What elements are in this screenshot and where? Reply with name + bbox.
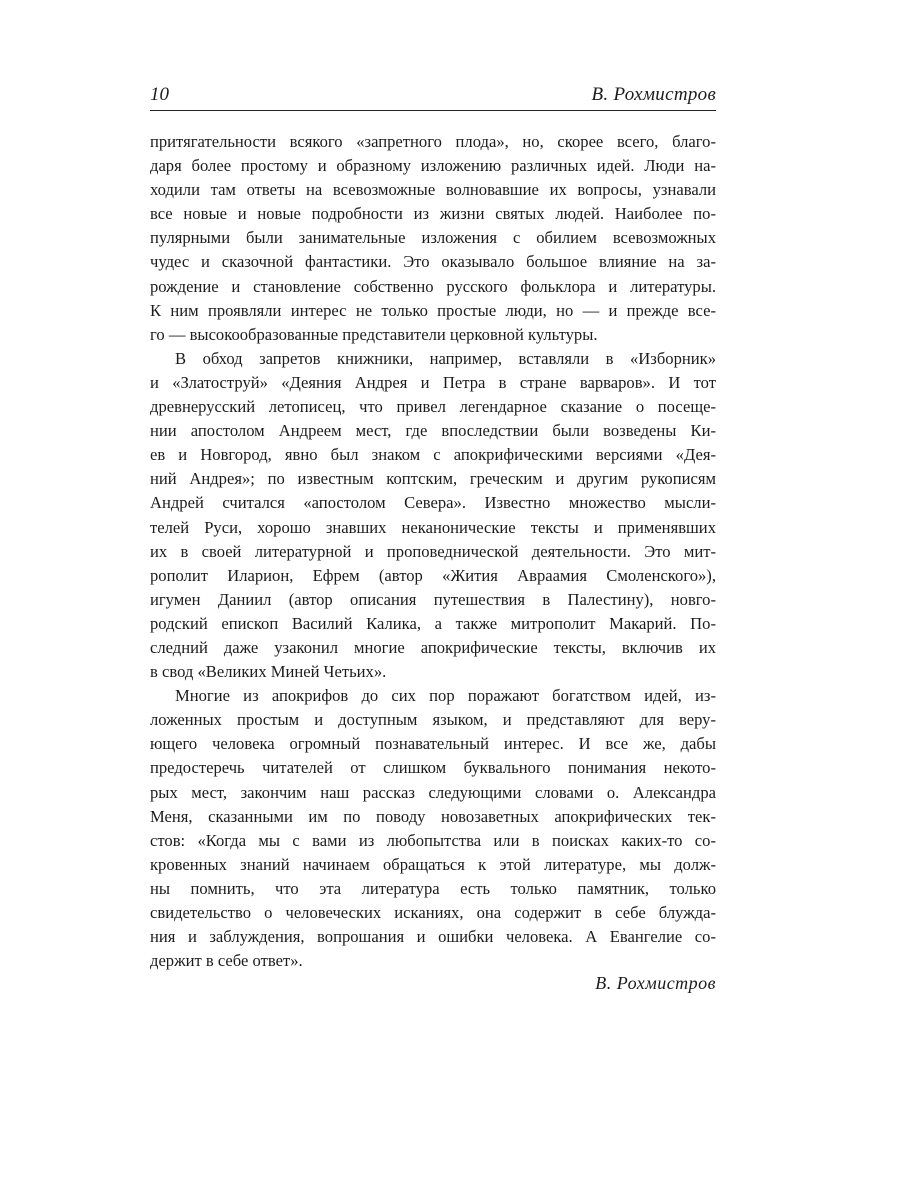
running-header	[150, 82, 716, 111]
text-line: ложенных простым и доступным языком, и представляют для веру-	[150, 710, 716, 730]
text-line: следний даже узаконил многие апокрифические тексты, включив их	[150, 637, 716, 657]
body-text	[150, 130, 716, 973]
text-line: свидетельство о человеческих исканиях, она содержит в себе блужда-	[150, 903, 716, 922]
text-line: Андрей считался «апостолом Севера». Известно множество мысли-	[150, 493, 716, 513]
text-line: ний Андрея»; по известным коптским, греческим и другим рукописям	[150, 469, 716, 489]
text-line: ющего человека огромный познавательный интерес. И все же, дабы	[150, 734, 716, 754]
paragraph	[150, 347, 716, 684]
text-line: и «Златоструй» «Деяния Андрея и Петра в стране варваров». И тот	[150, 372, 716, 392]
text-line: стов: «Когда мы с вами из любопытства или в поисках каких-то со-	[150, 830, 716, 850]
text-line: телей Руси, хорошо знавших неканонические тексты и применявших	[150, 517, 716, 537]
paragraph	[150, 130, 716, 347]
text-line: рождение и становление собственно русского фольклора и литературы.	[150, 276, 716, 296]
page-number: 10	[150, 84, 169, 105]
text-line: чудес и сказочной фантастики. Это оказывало большое влияние на за-	[150, 252, 716, 272]
text-line: ходили там ответы на всевозможные волновавшие их вопросы, узнавали	[150, 180, 716, 200]
text-line: держит в себе ответ».	[150, 951, 303, 971]
text-line: притягательности всякого «запретного плода», но, скорее всего, благо-	[150, 132, 716, 151]
text-line: родский епископ Василий Калика, а также митрополит Макарий. По-	[150, 613, 716, 633]
text-line: все новые и новые подробности из жизни святых людей. Наиболее по-	[150, 204, 716, 224]
text-line: ны помнить, что эта литература есть только памятник, только	[150, 878, 716, 898]
text-line: предостеречь читателей от слишком буквального понимания некото-	[150, 758, 716, 778]
text-line: даря более простому и образному изложению различных идей. Люди на-	[150, 156, 716, 176]
text-line: нии апостолом Андреем мест, где впоследствии были возведены Ки-	[150, 421, 716, 441]
text-line: кровенных знаний начинаем обращаться к этой литературе, мы долж-	[150, 854, 716, 874]
running-head-author: В. Рохмистров	[591, 84, 716, 105]
text-line: в свод «Великих Миней Четьих».	[150, 662, 387, 682]
text-line: рых мест, закончим наш рассказ следующими словами о. Александра	[150, 782, 716, 802]
text-line: В обход запретов книжники, например, вставляли в «Изборник»	[175, 348, 716, 368]
author-signature: В. Рохмистров	[595, 973, 716, 993]
text-line: ев и Новгород, явно был знаком с апокрифическими версиями «Дея-	[150, 445, 716, 465]
text-line: ния и заблуждения, вопрошания и ошибки человека. А Евангелие со-	[150, 927, 716, 947]
text-line: К ним проявляли интерес не только простые люди, но — и прежде все-	[150, 300, 716, 320]
paragraph	[150, 684, 716, 973]
text-line: Многие из апокрифов до сих пор поражают богатством идей, из-	[175, 686, 716, 706]
text-line: рополит Иларион, Ефрем (автор «Жития Авраамия Смоленского»),	[150, 565, 716, 585]
text-line: пулярными были занимательные изложения с обилием всевозможных	[150, 228, 716, 248]
text-line: игумен Даниил (автор описания путешествия в Палестину), новго-	[150, 589, 716, 609]
text-line: древнерусский летописец, что привел легендарное сказание о посеще-	[150, 397, 716, 417]
text-line: Меня, сказанными им по поводу новозаветных апокрифических тек-	[150, 806, 716, 826]
text-line: го — высокообразованные представители церковной культуры.	[150, 324, 598, 344]
text-line: их в своей литературной и проповеднической деятельности. Это мит-	[150, 541, 716, 561]
